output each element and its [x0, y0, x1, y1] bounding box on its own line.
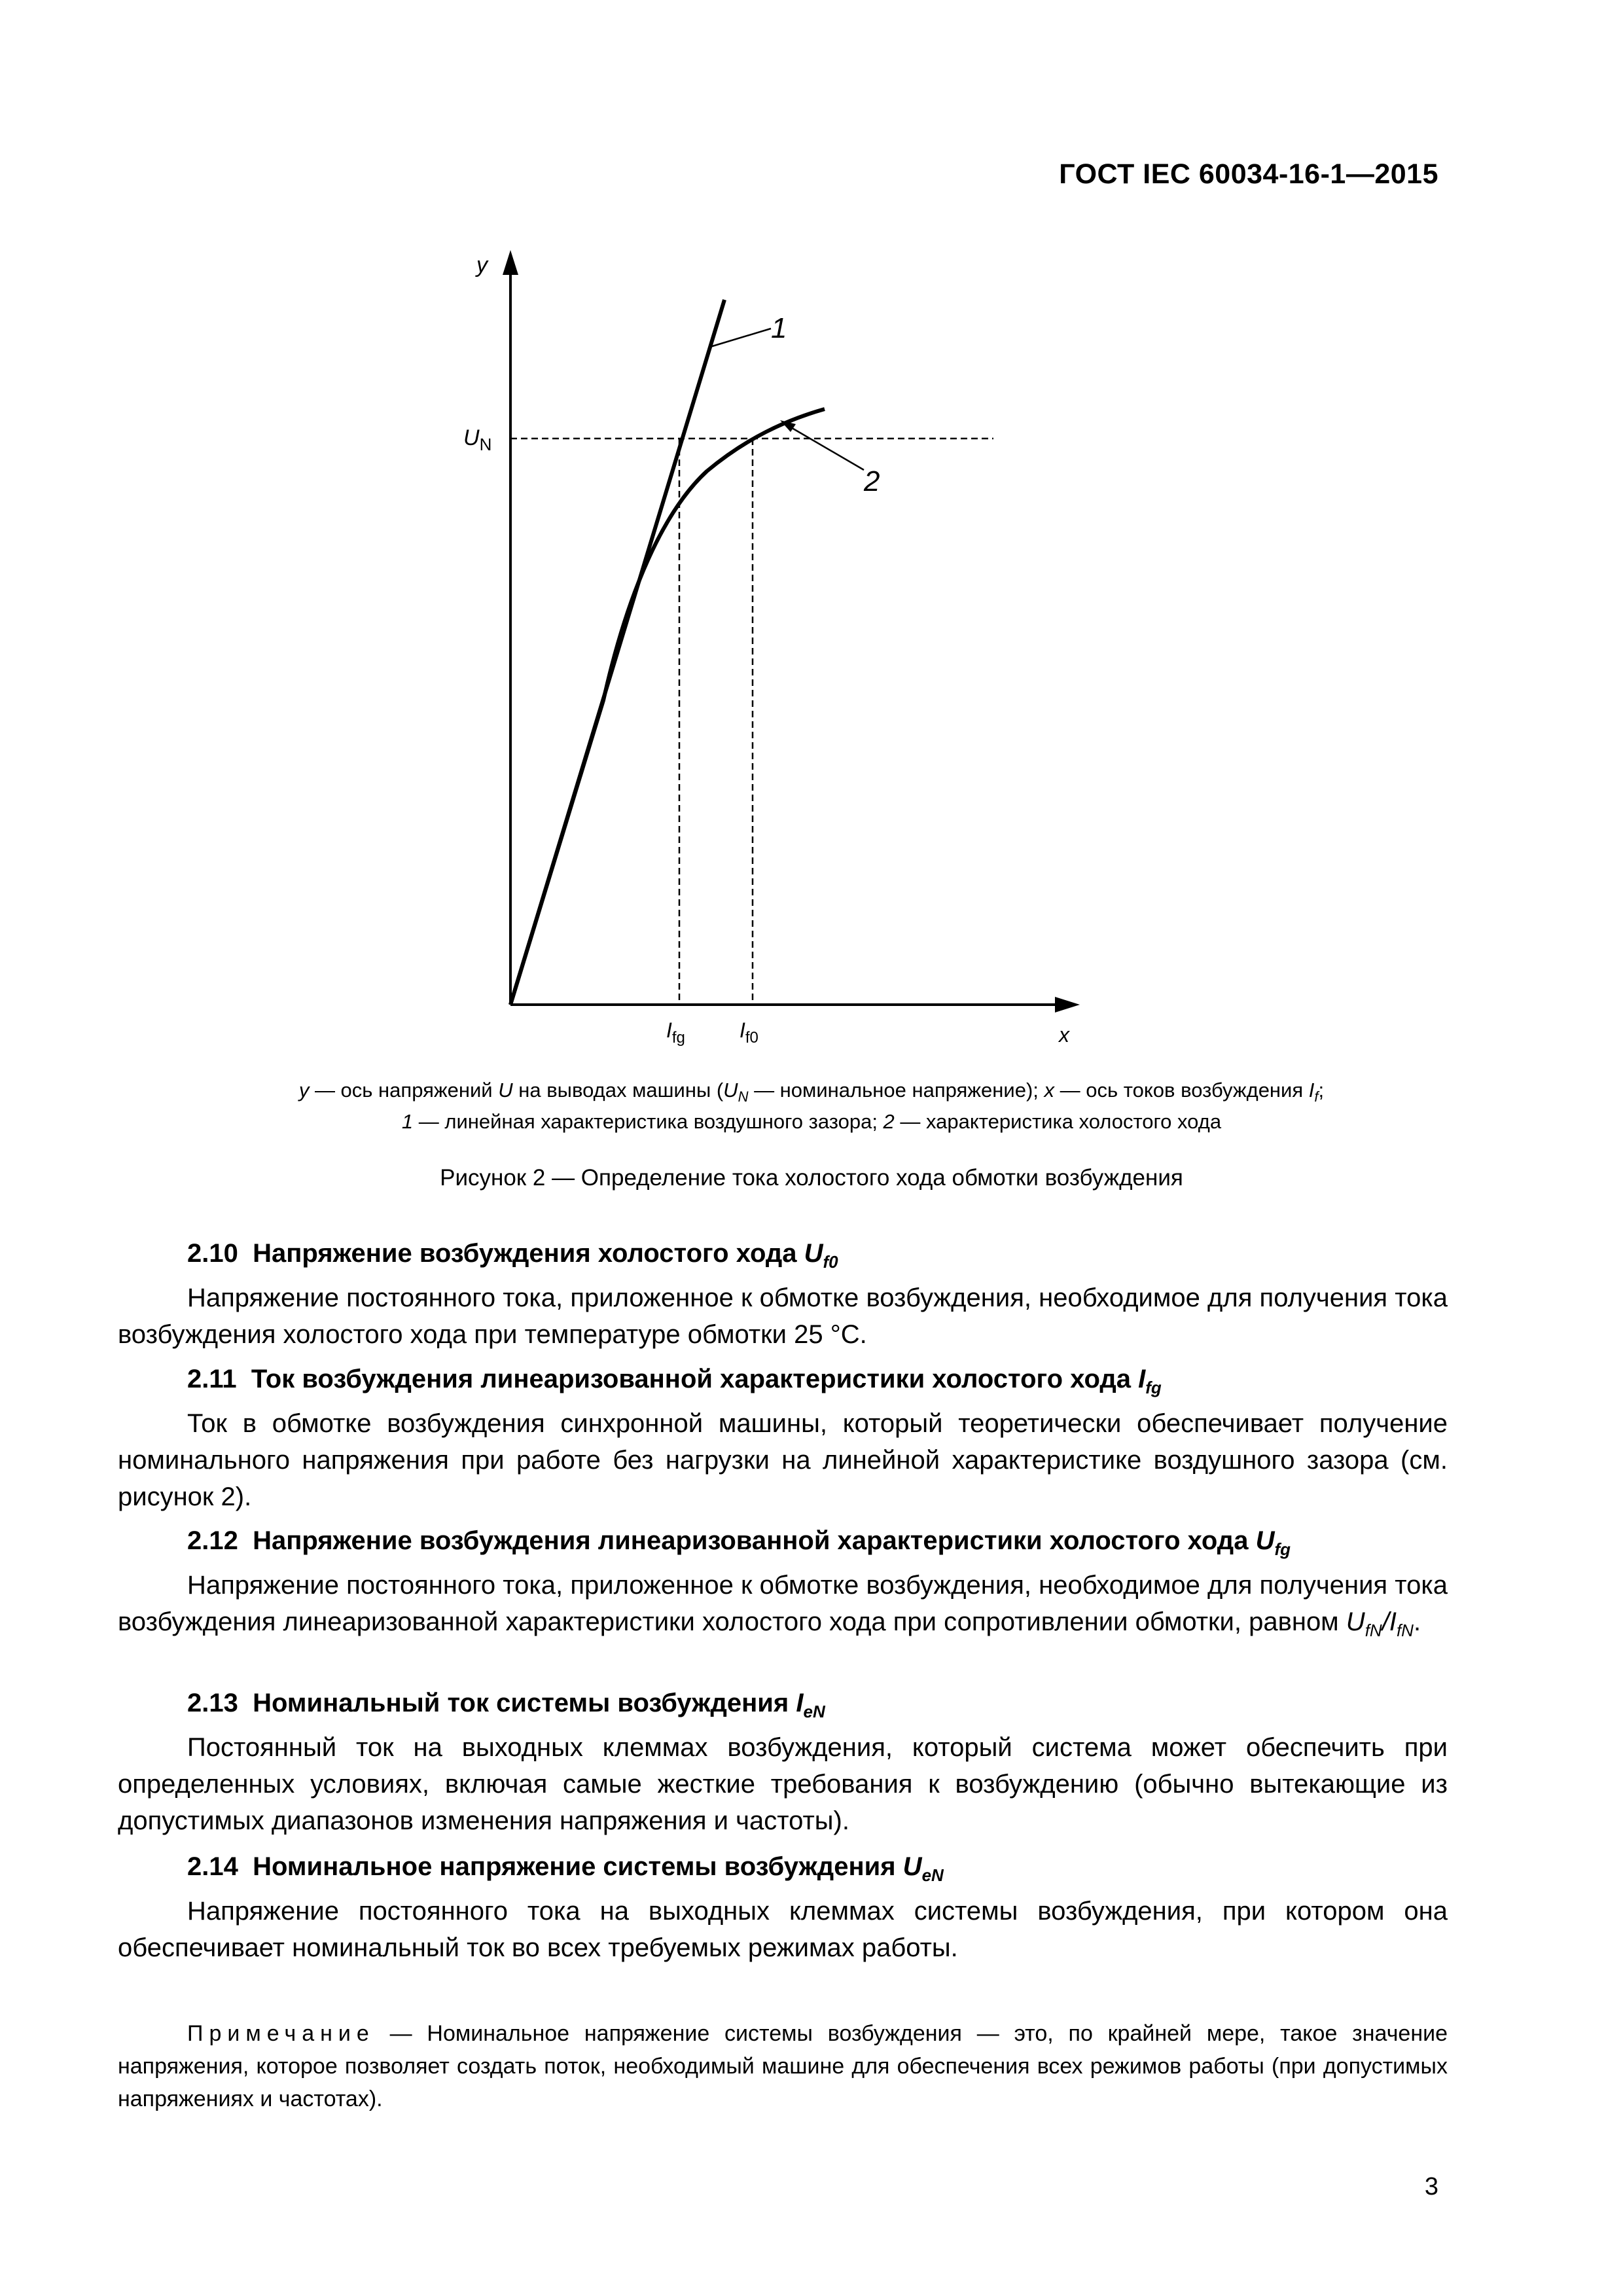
ifg-label: $I_{fg}$: [666, 1018, 685, 1047]
curve2-label: 2: [864, 465, 880, 497]
no-load-curve: [510, 409, 825, 1005]
curve1-label: 1: [771, 312, 787, 344]
no-load-characteristic-figure: [432, 249, 1069, 1060]
x-axis-label: x: [1059, 1023, 1069, 1047]
section-heading-2-13: 2.13 Номинальный ток системы возбуждения $I_{eN}$: [187, 1689, 825, 1721]
page-number: 3: [1424, 2173, 1438, 2200]
note-text: — Номинальное напряжение системы возбуждения — это, по крайней мере, такое значение напряжения, которое позволяет создать поток, необходимый машине для обеспечения всех режимов работы (при допустимых напряжениях и частотах).: [118, 2021, 1448, 2111]
section-text-2-10: Напряжение постоянного тока, приложенное к обмотке возбуждения, необходимое для получения тока возбуждения холостого хода при температуре обмотки 25 °С.: [118, 1283, 1448, 1349]
figure-legend-line-2: 1 — линейная характеристика воздушного зазора; 2 — характеристика холостого хода: [401, 1110, 1222, 1133]
figure-caption: Рисунок 2 — Определение тока холостого хода обмотки возбуждения: [440, 1165, 1183, 1191]
y-axis-label: y: [476, 253, 488, 278]
section-text-2-11: Ток в обмотке возбуждения синхронной машины, который теоретически обеспечивает получение номинального напряжения при работе без нагрузки на линейной характеристике воздушного зазора (см. рисунок 2).: [118, 1409, 1448, 1511]
section-heading-2-11: 2.11 Ток возбуждения линеаризованной характеристики холостого хода $I_{fg}$: [187, 1365, 1162, 1397]
note-label: Примечание: [187, 2021, 375, 2046]
y-axis-arrow: [503, 250, 518, 275]
note-paragraph: [118, 2017, 1448, 2115]
section-heading-2-14: 2.14 Номинальное напряжение системы возбуждения $U_{eN}$: [187, 1852, 944, 1885]
x-axis-arrow: [1055, 997, 1080, 1013]
un-label: $U_N$: [463, 425, 492, 454]
section-text-2-14: Напряжение постоянного тока на выходных клеммах системы возбуждения, при котором она обеспечивает номинальный ток во всех требуемых режимах работы.: [118, 1897, 1448, 1962]
curve1-leader: [710, 329, 771, 347]
section-text-2-13: Постоянный ток на выходных клеммах возбуждения, который система может обеспечить при определенных условиях, включая самые жесткие требования к возбуждению (обычно вытекающие из допустимых диапазонов изменения напряжения и частоты).: [118, 1733, 1448, 1835]
figure-legend-line-1: y — ось напряжений U на выводах машины ($U_N$ — номинальное напряжение); x — ось токов возбуждения $I_f$;: [298, 1079, 1325, 1105]
curve2-leader: [785, 424, 864, 470]
document-header: ГОСТ IEC 60034-16-1—2015: [1059, 158, 1438, 190]
section-heading-2-12: 2.12 Напряжение возбуждения линеаризованной характеристики холостого хода $U_{fg}$: [187, 1526, 1291, 1559]
section-text-2-12: Напряжение постоянного тока, приложенное к обмотке возбуждения, необходимое для получения тока возбуждения линеаризованной характеристики холостого хода при сопротивлении обмотки, равном $U_{fN}/I_{fN}$.: [118, 1571, 1448, 1640]
if0-label: $I_{f0}$: [740, 1018, 758, 1047]
section-heading-2-10: 2.10 Напряжение возбуждения холостого хода $U_{f0}$: [187, 1239, 838, 1272]
